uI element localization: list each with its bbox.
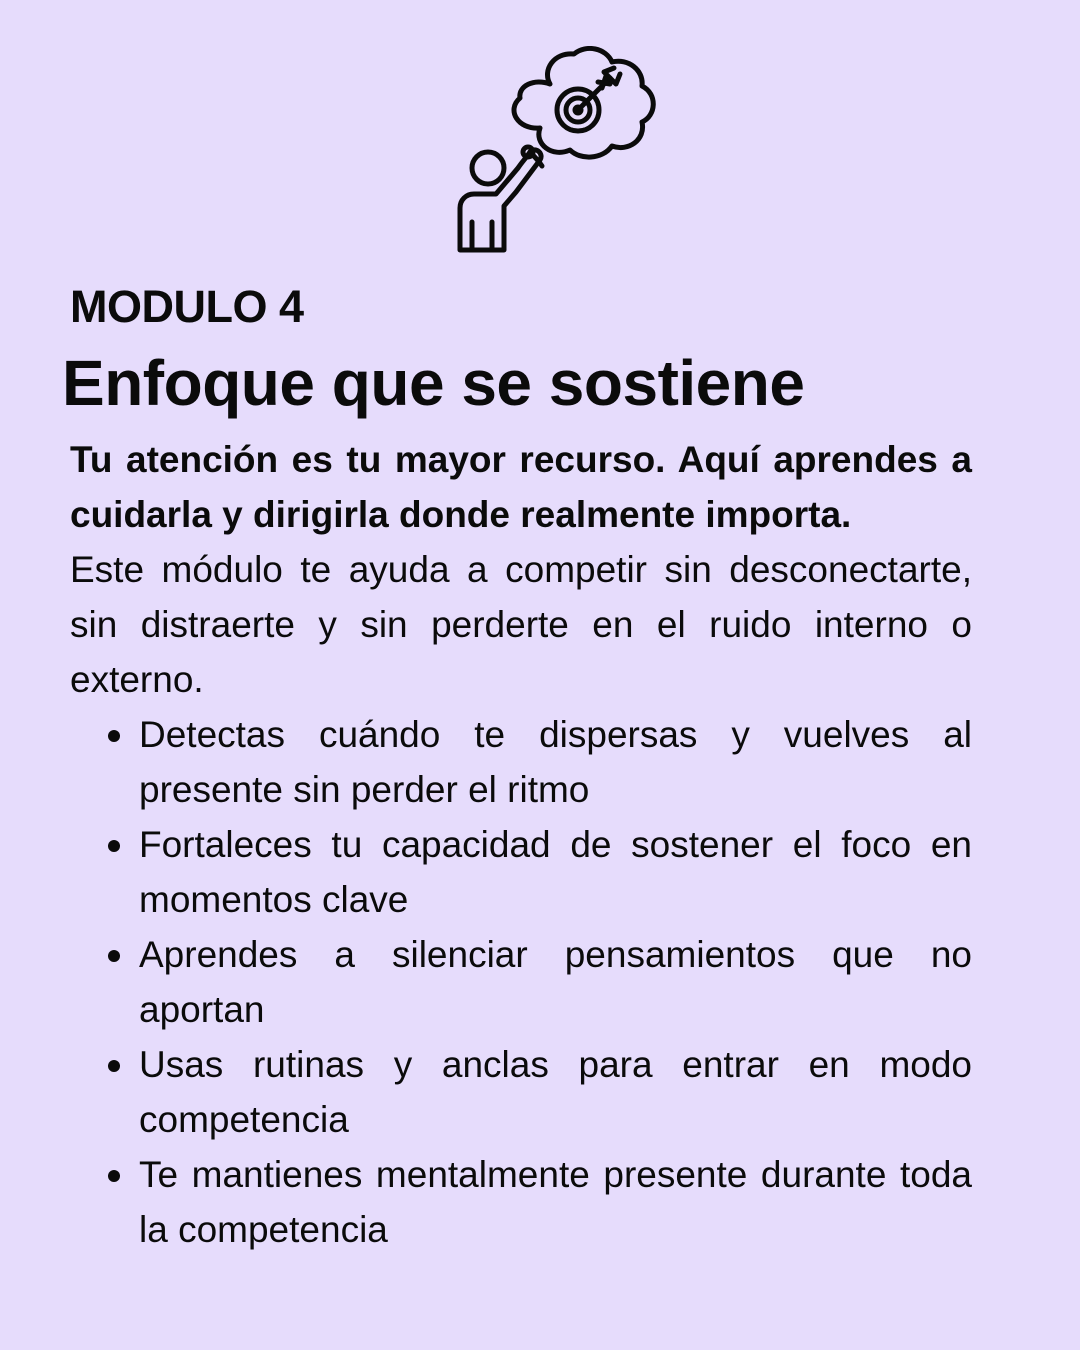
list-item [70,1037,972,1147]
bullet-list [70,707,972,1257]
list-item-text: Te mantienes mentalmente presente durante toda la competencia [139,1154,972,1250]
bullet-dot-icon [108,730,120,742]
bullet-dot-icon [108,950,120,962]
list-item [70,707,972,817]
page-title: Enfoque que se sostiene [62,347,805,419]
main-content [62,281,972,1257]
list-item [70,1147,972,1257]
bullet-dot-icon [108,1060,120,1072]
module-label: MODULO 4 [70,281,304,332]
person-target-thought-icon [446,46,662,258]
body-paragraph: Este módulo te ayuda a competir sin desconectarte, sin distraerte y sin perderte en el ruido interno o externo. [70,549,972,700]
list-item-text: Usas rutinas y anclas para entrar en modo competencia [139,1044,972,1140]
list-item-text: Detectas cuándo te dispersas y vuelves al presente sin perder el ritmo [139,714,972,810]
list-item [70,927,972,1037]
list-item-text: Fortaleces tu capacidad de sostener el foco en momentos clave [139,824,972,920]
bullet-dot-icon [108,840,120,852]
bullet-dot-icon [108,1170,120,1182]
list-item-text: Aprendes a silenciar pensamientos que no aportan [139,934,972,1030]
list-item [70,817,972,927]
lead-paragraph: Tu atención es tu mayor recurso. Aquí aprendes a cuidarla y dirigirla donde realmente importa. [70,439,972,535]
